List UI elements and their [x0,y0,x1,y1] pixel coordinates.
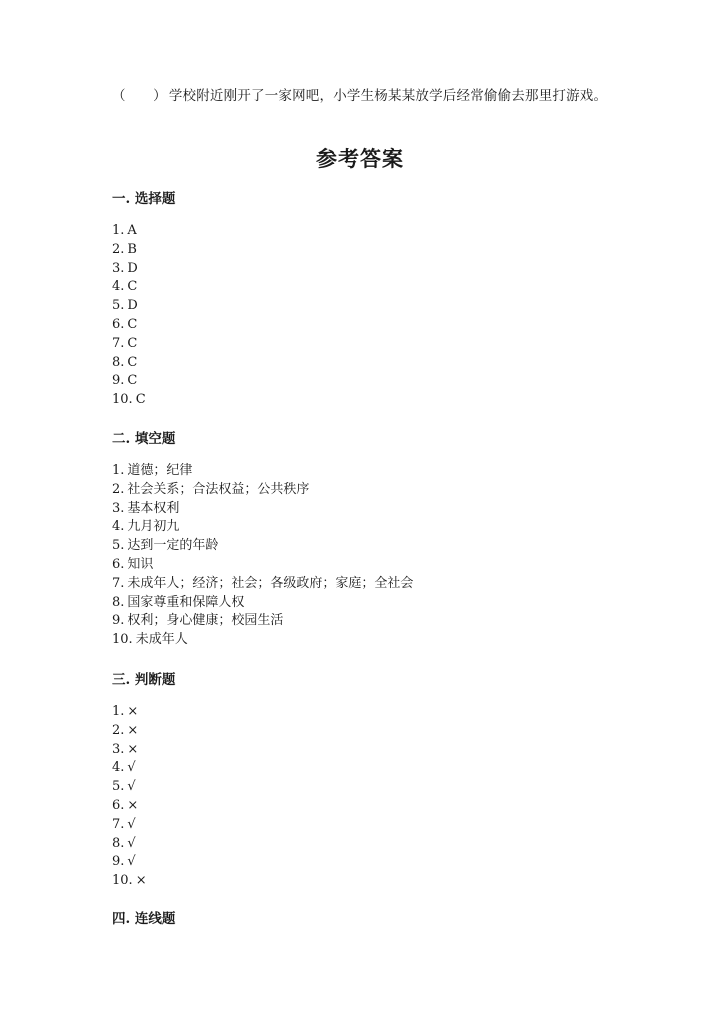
answer-value: 知识 [127,556,154,572]
answer-item [112,335,146,354]
question-text: 学校附近刚开了一家网吧，小学生杨某某放学后经常偷偷去那里打游戏。 [168,88,608,104]
answer-value: 九月初九 [127,519,180,535]
answer-item [112,741,147,760]
answer-value: D [127,298,138,314]
answer-item [112,222,146,241]
section-heading-choice: 一. 选择题 [112,191,176,207]
answer-item [112,481,413,500]
answer-value: 道德；纪律 [127,463,193,478]
answer-number: 3. [112,741,125,757]
answer-number: 6. [112,797,125,813]
answer-list-fill-blank [112,462,413,650]
answer-number: 6. [112,316,125,332]
answer-value: × [127,704,139,719]
answer-item [112,835,147,854]
answer-list-true-false [112,703,147,891]
answer-item [112,594,413,613]
answer-number: 6. [112,556,125,572]
answer-item [112,612,413,631]
answer-item [112,816,147,835]
answer-value: A [127,223,137,238]
answer-number: 5. [112,538,125,554]
answer-item [112,703,147,722]
answer-blank: （ ） [112,88,167,104]
answer-list-choice [112,222,146,410]
answer-value: C [127,335,138,351]
answer-value: B [127,241,137,257]
answer-value: D [127,260,138,276]
answer-number: 2. [112,241,125,257]
answer-item [112,575,413,594]
answer-item [112,797,147,816]
answer-item [112,537,413,556]
answer-item [112,354,146,373]
answer-item [112,853,147,872]
answer-number: 7. [112,816,125,832]
answer-number: 9. [112,373,125,389]
section-heading-true-false: 三. 判断题 [112,672,176,688]
answer-number: 8. [112,354,125,370]
answer-number: 7. [112,575,125,591]
answer-number: 1. [112,223,125,238]
answer-value: × [127,797,139,813]
answer-number: 4. [112,279,125,295]
answer-value: C [135,392,146,408]
answer-number: 4. [112,760,125,776]
answer-value: √ [127,779,136,795]
answer-value: C [127,279,138,295]
section-heading-fill-blank: 二. 填空题 [112,431,176,447]
answer-item [112,631,413,650]
page-title: 参考答案 [316,146,404,171]
answer-value: C [127,354,138,370]
section-heading-matching: 四. 连线题 [112,911,176,927]
answer-item [112,260,146,279]
answer-value: × [127,722,139,738]
answer-value: 社会关系；合法权益；公共秩序 [127,481,310,497]
answer-number: 2. [112,722,125,738]
answer-number: 3. [112,260,125,276]
answer-item [112,759,147,778]
answer-number: 5. [112,779,125,795]
answer-item [112,518,413,537]
answer-value: 基本权利 [127,500,180,516]
answer-value: 未成年人 [135,632,188,648]
answer-value: × [127,741,139,757]
answer-value: 权利；身心健康；校园生活 [127,613,284,629]
answer-number: 10. [112,632,133,648]
answer-item [112,462,413,481]
answer-number: 1. [112,463,125,478]
answer-number: 10. [112,392,133,408]
answer-item [112,872,147,891]
answer-item [112,556,413,575]
answer-value: √ [127,835,136,851]
answer-item [112,278,146,297]
answer-value: C [127,316,138,332]
answer-value: 未成年人；经济；社会；各级政府；家庭；全社会 [127,575,414,591]
answer-number: 1. [112,704,125,719]
answer-item [112,372,146,391]
answer-number: 8. [112,835,125,851]
answer-item [112,500,413,519]
answer-value: × [135,873,147,889]
answer-number: 7. [112,335,125,351]
question-item [112,86,612,107]
answer-number: 8. [112,594,125,610]
answer-item [112,391,146,410]
answer-value: √ [127,816,136,832]
answer-value: 国家尊重和保障人权 [127,594,245,610]
answer-item [112,722,147,741]
answer-value: 达到一定的年龄 [127,538,219,554]
answer-value: √ [127,760,136,776]
answer-value: C [127,373,138,389]
answer-item [112,778,147,797]
answer-number: 2. [112,481,125,497]
answer-number: 3. [112,500,125,516]
answer-number: 9. [112,613,125,629]
answer-value: √ [127,854,136,870]
answer-item [112,241,146,260]
answer-item [112,297,146,316]
answer-number: 4. [112,519,125,535]
answer-item [112,316,146,335]
answer-number: 5. [112,298,125,314]
answer-number: 9. [112,854,125,870]
answer-number: 10. [112,873,133,889]
